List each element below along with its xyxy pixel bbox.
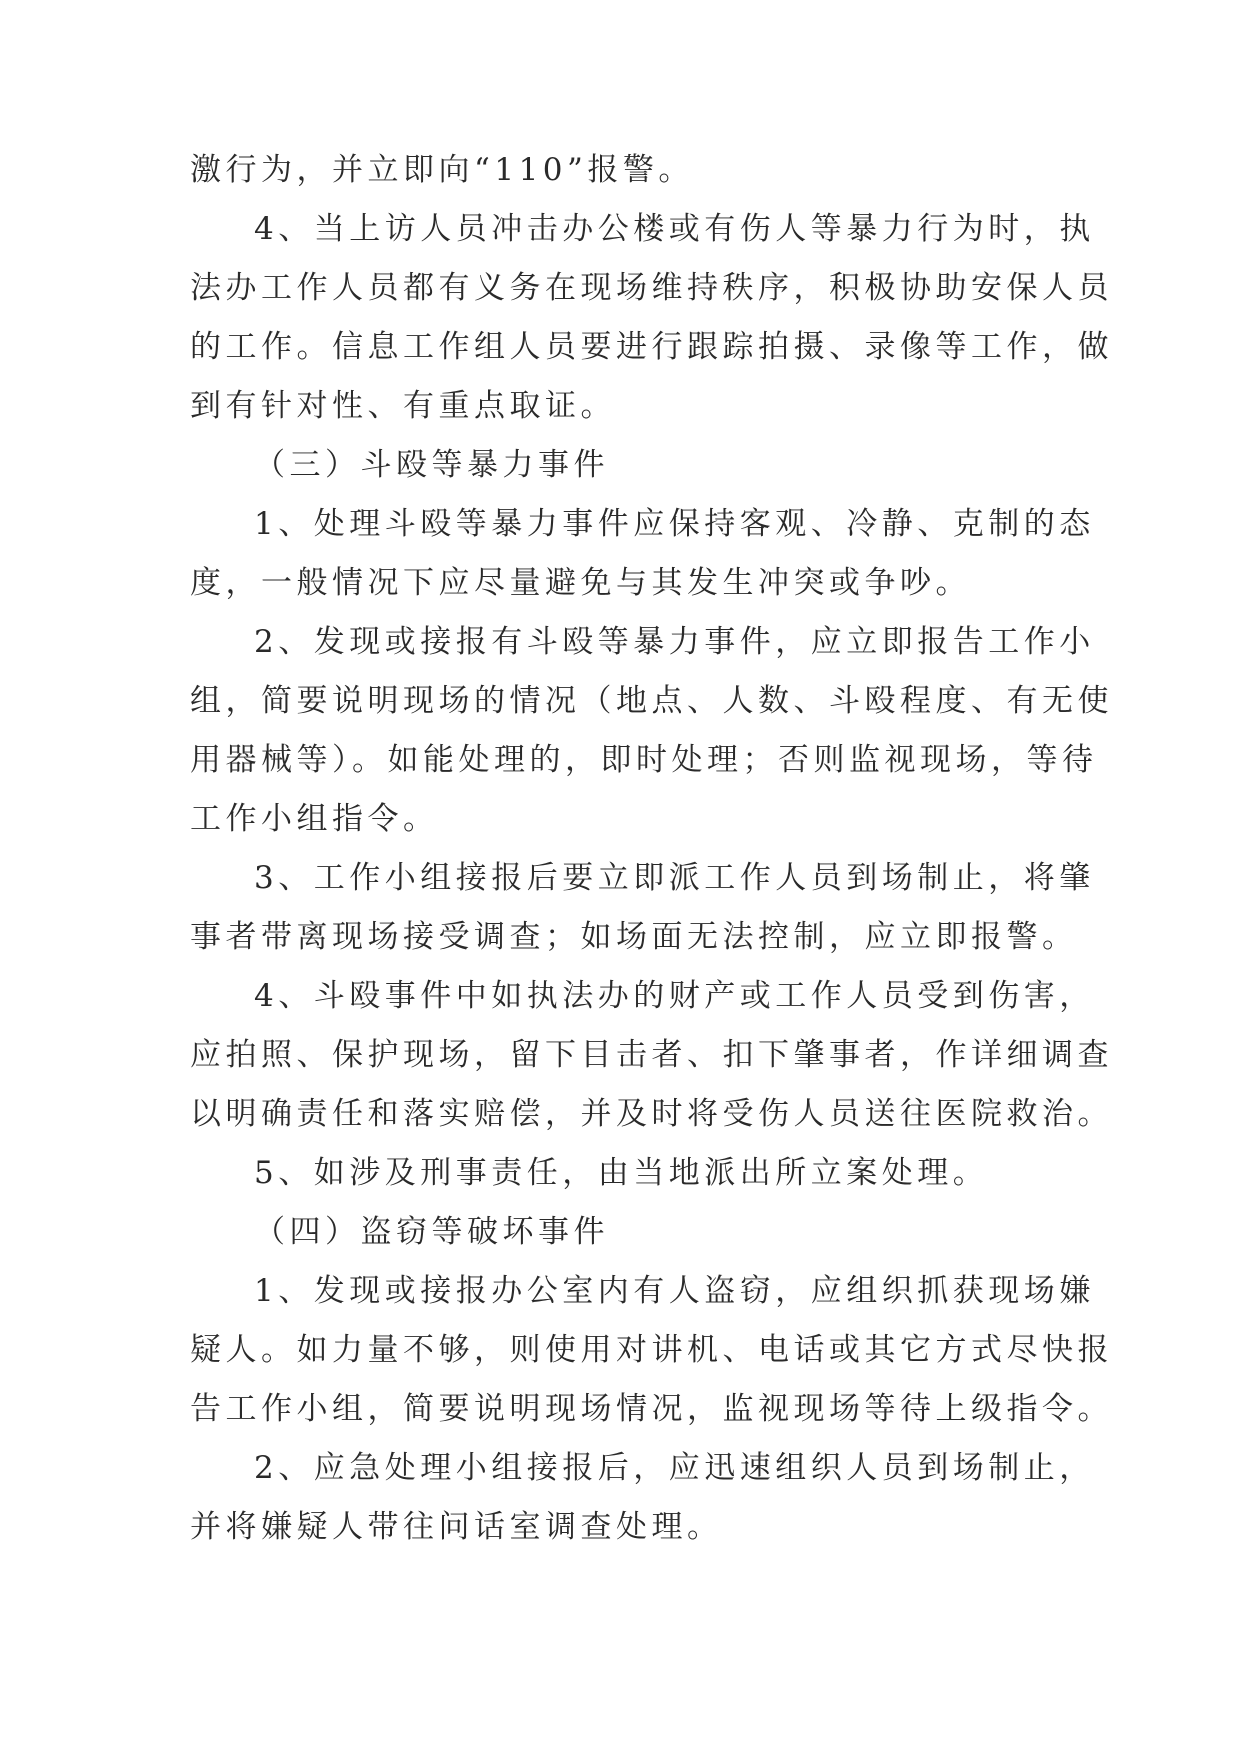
section-heading: （三）斗殴等暴力事件 (254, 447, 609, 483)
text-line: 工作小组指令。 (190, 801, 439, 837)
text-line: 用器械等）。如能处理的，即时处理；否则监视现场，等待 (190, 742, 1098, 778)
text-line: 疑人。如力量不够，则使用对讲机、电话或其它方式尽快报 (190, 1332, 1113, 1368)
text-line: 以明确责任和落实赔偿，并及时将受伤人员送往医院救治。 (190, 1096, 1113, 1132)
text-line: 2、发现或接报有斗殴等暴力事件，应立即报告工作小 (254, 624, 1095, 660)
text-line: 应拍照、保护现场，留下目击者、扣下肇事者，作详细调查 (190, 1037, 1113, 1073)
text-line: 的工作。信息工作组人员要进行跟踪拍摄、录像等工作，做 (190, 329, 1113, 365)
text-line: 告工作小组，简要说明现场情况，监视现场等待上级指令。 (190, 1391, 1113, 1427)
text-line: 并将嫌疑人带往问话室调查处理。 (190, 1509, 723, 1545)
text-line: 度，一般情况下应尽量避免与其发生冲突或争吵。 (190, 565, 971, 601)
text-line: 组，简要说明现场的情况（地点、人数、斗殴程度、有无使 (190, 683, 1113, 719)
text-line: 5、如涉及刑事责任，由当地派出所立案处理。 (254, 1155, 989, 1191)
text-line: 1、发现或接报办公室内有人盗窃，应组织抓获现场嫌 (254, 1273, 1095, 1309)
text-line: 2、应急处理小组接报后，应迅速组织人员到场制止， (254, 1450, 1095, 1486)
text-line: 到有针对性、有重点取证。 (190, 388, 616, 424)
text-line: 1、处理斗殴等暴力事件应保持客观、冷静、克制的态 (254, 506, 1095, 542)
text-line: 事者带离现场接受调查；如场面无法控制，应立即报警。 (190, 919, 1078, 955)
text-line: 激行为，并立即向“110”报警。 (190, 152, 694, 188)
text-line: 3、工作小组接报后要立即派工作人员到场制止，将肇 (254, 860, 1095, 896)
text-line: 4、斗殴事件中如执法办的财产或工作人员受到伤害， (254, 978, 1095, 1014)
text-line: 4、当上访人员冲击办公楼或有伤人等暴力行为时，执 (254, 211, 1095, 247)
text-line: 法办工作人员都有义务在现场维持秩序，积极协助安保人员 (190, 270, 1113, 306)
section-heading: （四）盗窃等破坏事件 (254, 1214, 609, 1250)
